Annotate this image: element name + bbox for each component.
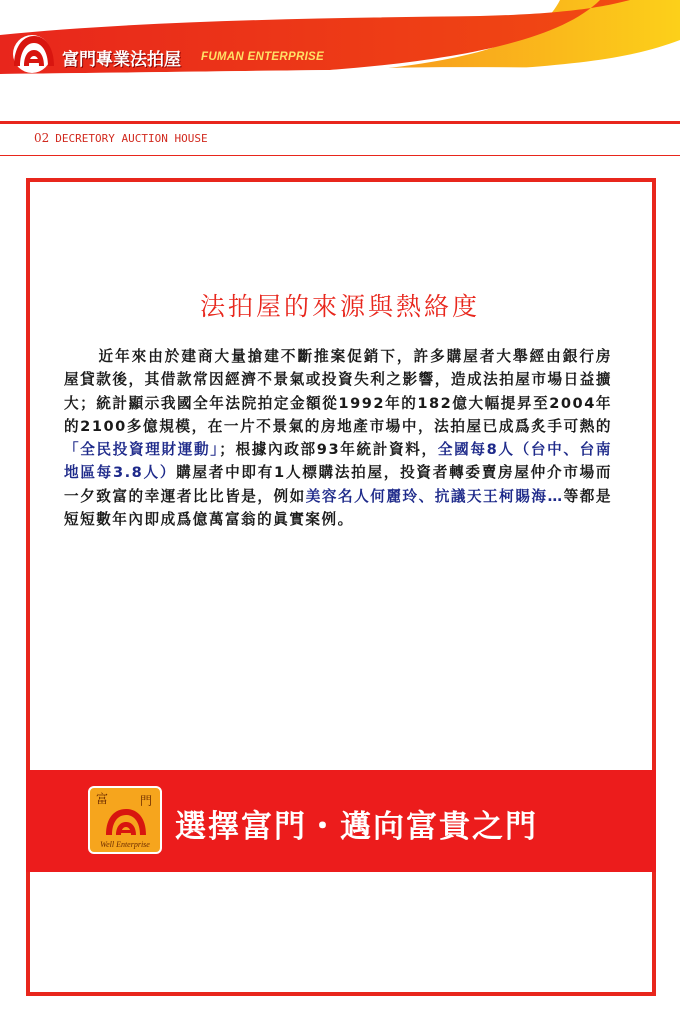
- section-rule-top: [0, 121, 680, 124]
- article-highlight-3: 美容名人何麗玲、抗議天王柯賜海…: [305, 487, 564, 505]
- article-text-2: ；根據內政部93年統計資料，: [219, 441, 438, 459]
- logo-char-left: 富: [96, 792, 109, 806]
- header-banner: [0, 0, 680, 78]
- section-title: DECRETORY AUCTION HOUSE: [55, 132, 208, 145]
- article-highlight-1: 「全民投資理財運動」: [64, 441, 220, 459]
- logo-char-right: 門: [139, 794, 152, 808]
- logo-tagline: Well Enterprise: [100, 840, 150, 849]
- article-text-1: 近年來由於建商大量搶建不斷推案促銷下，許多購屋者大舉經由銀行房屋貸款後，其借款常因經濟不景氣或投資失利之影響，造成法拍屋市場日益擴大；統計顯示我國全年法院拍定金額從1992年的182億大幅提昇至2004年的2100多億規模，在一片不景氣的房地產市場中，法拍屋已成爲炙手可熱的: [64, 348, 612, 435]
- logo-arch-icon: [104, 805, 148, 837]
- article-text-4: 等都是短短數年內即成爲億萬富翁的眞實案例。: [64, 487, 612, 529]
- section-label: [34, 131, 208, 145]
- article-highlight-2: 全國每8人（台中、台南地區每3.8人）: [64, 441, 613, 482]
- section-rule-bottom: [0, 155, 680, 156]
- slogan-text: 選擇富門・邁向富貴之門: [175, 809, 538, 845]
- brand-name-english: FUMAN ENTERPRISE: [201, 51, 325, 63]
- brand-name: 富門專業法拍屋: [62, 50, 181, 70]
- brand-logo-icon: [8, 28, 60, 74]
- article-body: [64, 345, 612, 531]
- article-title: 法拍屋的來源與熱絡度: [199, 291, 480, 321]
- slogan-logo: [88, 786, 162, 854]
- section-number: 02: [34, 131, 50, 145]
- article-text-3: 購屋者中即有1人標購法拍屋，投資者轉委賣房屋仲介市場而一夕致富的幸運者比比皆是，例如: [64, 464, 612, 505]
